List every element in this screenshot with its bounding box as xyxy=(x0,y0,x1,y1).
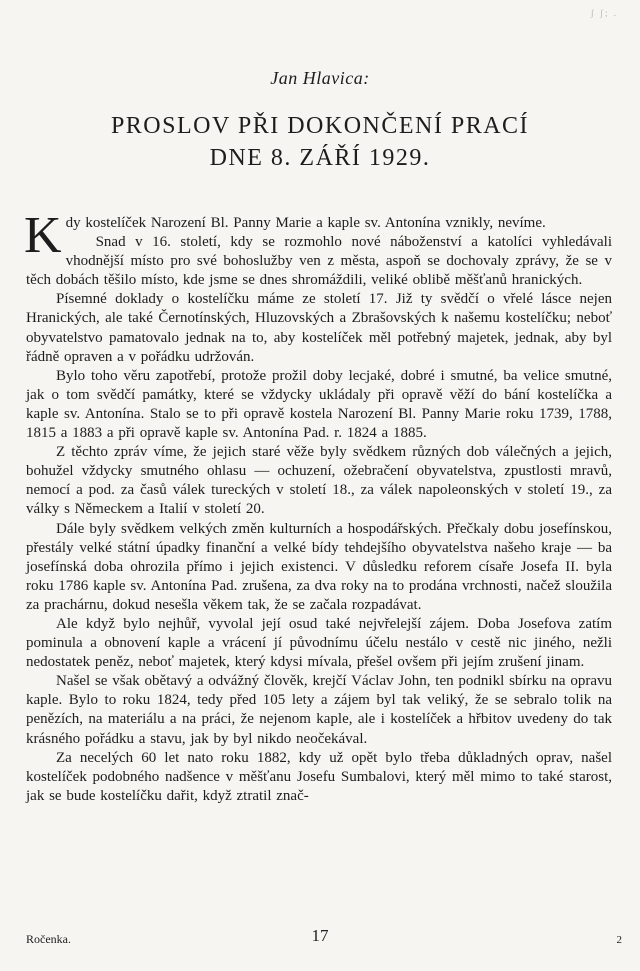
corner-smudge: ʃ ʃ; . xyxy=(590,8,618,18)
article-body xyxy=(24,207,612,806)
paragraph-8: Našel se však obětavý a odvážný člověk, krejčí Václav John, ten podnikl sbírku na opravu kaple. Bylo to roku 1824, tedy před 105 lety a zájem byl tak veliký, že se sebralo tolik na penězích, na materiálu a na práci, že nejenom kaple, ale i kostelíček a hřbitov uvedeny do tak krásného pořádku a stavu, jak by byl nikdo neočekával. xyxy=(26,673,612,747)
paragraph-5: Z těchto zpráv víme, že jejich staré věže byly svědkem různých dob válečných a jejich, bohužel vždycky smutného ohlasu — ochuzení, ožebračení obyvatelstva, zpustlosti mravů, nemocí a pod. za časů válek tureckých v století 18., za válek napoleonských v století 19., za války s Německem a Italií v století 20. xyxy=(26,444,612,518)
paragraph-4: Bylo toho věru zapotřebí, protože prožil doby lecjaké, dobré i smutné, ba velice smutné, jak o tom svědčí památky, které se vždycky ukládaly při opravě věží do bání kostelíčka a kaple sv. Antonína. Stalo se to při opravě kostela Narození Bl. Panny Marie roku 1739, 1788, 1815 a 1883 a při opravě kaple sv. Antonína Pad. r. 1824 a 1885. xyxy=(26,367,612,442)
paragraph-3: Písemné doklady o kostelíčku máme ze století 17. Již ty svědčí o vřelé lásce nejen Hranických, ale také Černotínských, Hluzovských a Zbrašovských k našemu kostelíčku; neboť obyvatelstvo pamatovalo jednak na to, aby kostelíček měl potřebný majetek, jednak, aby byl řádně opraven a v pořádku udržován. xyxy=(26,291,612,365)
drop-cap: K xyxy=(24,207,62,264)
paragraph-7: Ale když bylo nejhůř, vyvolal její osud také nejvřelejší zájem. Doba Josefova zatím pominula a obnovení kaple a vrácení jí původnímu účelu nestálo v cestě nic jiného, nežli nedostatek peněz, neboť majetek, který kdysi mívala, přešel ovšem při jejím zrušení jinam. xyxy=(26,615,612,671)
paragraph-1-text: dy kostelíček Narození Bl. Panny Marie a kaple sv. Antonína vznikly, nevíme. xyxy=(65,215,546,231)
signature-mark: 2 xyxy=(616,934,622,946)
paragraph-9: Za necelých 60 let nato roku 1882, kdy už opět bylo třeba důkladných oprav, našel kostelíček podobného nadšence v měšťanu Josefu Sumbalovi, který měl mimo to také starost, jak se bude kostelíčku dařit, když ztratil znač- xyxy=(26,749,612,804)
paragraph-6: Dále byly svědkem velkých změn kulturních a hospodářských. Přečkaly dobu josefínskou, přestály velké státní úpadky finanční a velké bídy tehdejšího obyvatelstva našeho kraje — ba josefínská doba ohrozila přímo i jejich existenci. V důsledku reforem císaře Josefa II. byla roku 1786 kaple sv. Antonína Pad. zrušena, za dva roky na to prodána vrchnosti, načež sloužila za prachárnu, dokud nesešla věkem tak, že se začala rozpadávat. xyxy=(26,520,612,613)
footer-publication-name: Ročenka. xyxy=(26,932,71,946)
author-line: Jan Hlavica: xyxy=(270,68,370,88)
title-line-2: DNE 8. ZÁŘÍ 1929. xyxy=(209,145,431,171)
page-title xyxy=(60,110,580,174)
paragraph-2: Snad v 16. století, kdy se rozmohlo nové náboženství a katolíci vyhledávali vhodnější místo pro své bohoslužby ven z města, aspoň se dochovaly zprávy, že se v těch dobách těšilo místo, kde jsme se dnes shromáždili, veliké oblibě měšťanů hranických. xyxy=(26,234,612,289)
page-number: 17 xyxy=(311,926,329,945)
title-line-1: PROSLOV PŘI DOKONČENÍ PRACÍ xyxy=(110,113,530,139)
